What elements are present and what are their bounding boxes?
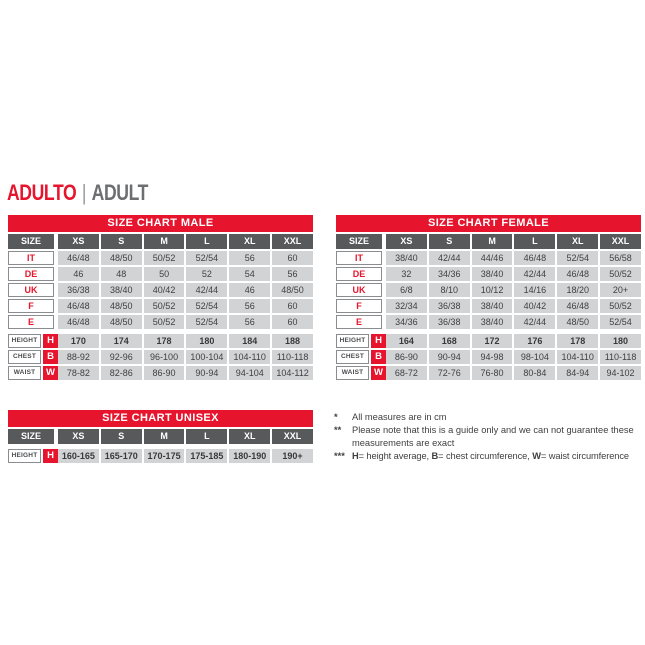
footnote-marker: *** <box>334 451 345 461</box>
measure-cell: 96-100 <box>144 350 185 364</box>
measure-cell: 92-96 <box>101 350 142 364</box>
row-label: DE <box>336 267 382 281</box>
size-cell: 40/42 <box>144 283 185 297</box>
measure-cell: 72-76 <box>429 366 470 380</box>
size-cell: 46/48 <box>58 251 99 265</box>
measure-label: HEIGHT <box>8 334 41 348</box>
table-row <box>8 251 313 265</box>
measure-cell: 94-98 <box>472 350 513 364</box>
size-cell: 52/54 <box>600 315 641 329</box>
measure-row-chest <box>336 350 641 364</box>
column-header: S <box>101 429 142 444</box>
size-cell: 56/58 <box>600 251 641 265</box>
footnote-marker: ** <box>334 425 342 435</box>
size-cell: 56 <box>229 251 270 265</box>
size-cell: 48/50 <box>557 315 598 329</box>
footnotes <box>334 411 643 463</box>
size-cell: 54 <box>229 267 270 281</box>
size-cell: 48/50 <box>101 251 142 265</box>
measure-cell: 104-110 <box>229 350 270 364</box>
column-header-row <box>336 234 641 249</box>
column-header: XL <box>229 429 270 444</box>
column-header: L <box>186 429 227 444</box>
measure-cell: 86-90 <box>144 366 185 380</box>
measure-cell: 180-190 <box>229 449 270 463</box>
measure-cell: 78-82 <box>58 366 99 380</box>
measure-cell: 94-104 <box>229 366 270 380</box>
size-cell: 52/54 <box>186 251 227 265</box>
footnote <box>334 411 643 424</box>
page-title-secondary: ADULT <box>91 180 149 205</box>
column-header: XS <box>58 234 99 249</box>
size-cell: 46/48 <box>58 315 99 329</box>
row-label: F <box>8 299 54 313</box>
footnote <box>334 450 643 463</box>
measure-letter-badge: B <box>43 350 58 364</box>
size-cell: 50 <box>144 267 185 281</box>
column-header: XXL <box>600 234 641 249</box>
table-title-bar: SIZE CHART MALE <box>8 215 313 232</box>
size-column-header: SIZE <box>336 234 382 249</box>
size-cell: 52/54 <box>557 251 598 265</box>
size-cell: 50/52 <box>144 299 185 313</box>
size-cell: 40/42 <box>514 299 555 313</box>
measure-cell: 172 <box>472 334 513 348</box>
row-label: F <box>336 299 382 313</box>
measure-cell: 68-72 <box>386 366 427 380</box>
size-cell: 42/44 <box>514 315 555 329</box>
column-header: XS <box>58 429 99 444</box>
measure-row-chest <box>8 350 313 364</box>
size-cell: 42/44 <box>186 283 227 297</box>
row-label: IT <box>336 251 382 265</box>
measure-cell: 80-84 <box>514 366 555 380</box>
measure-row-waist <box>336 366 641 380</box>
measure-letter-badge: W <box>371 366 386 380</box>
measure-row-height <box>8 334 313 348</box>
size-cell: 46/48 <box>557 267 598 281</box>
table-row <box>336 299 641 313</box>
measure-letter-badge: W <box>43 366 58 380</box>
size-cell: 32 <box>386 267 427 281</box>
table-row <box>8 283 313 297</box>
size-cell: 56 <box>272 267 313 281</box>
size-cell: 38/40 <box>472 267 513 281</box>
measure-label: CHEST <box>336 350 369 364</box>
measure-cell: 98-104 <box>514 350 555 364</box>
size-column-header: SIZE <box>8 429 54 444</box>
measure-cell: 190+ <box>272 449 313 463</box>
table-row <box>336 315 641 329</box>
measure-letter-badge: B <box>371 350 386 364</box>
column-header: XXL <box>272 234 313 249</box>
size-cell: 34/36 <box>429 267 470 281</box>
footnote <box>334 424 643 450</box>
column-header: XL <box>229 234 270 249</box>
measure-cell: 180 <box>186 334 227 348</box>
measure-cell: 174 <box>101 334 142 348</box>
size-cell: 10/12 <box>472 283 513 297</box>
measure-cell: 160-165 <box>58 449 99 463</box>
measure-cell: 164 <box>386 334 427 348</box>
size-cell: 46 <box>229 283 270 297</box>
table-title-bar: SIZE CHART FEMALE <box>336 215 641 232</box>
size-cell: 18/20 <box>557 283 598 297</box>
size-cell: 60 <box>272 315 313 329</box>
size-cell: 50/52 <box>600 299 641 313</box>
measure-label: WAIST <box>8 366 41 380</box>
size-cell: 42/44 <box>429 251 470 265</box>
size-cell: 48/50 <box>101 315 142 329</box>
size-cell: 46 <box>58 267 99 281</box>
footnote-text: Please note that this is a guide only and we can not guarantee these measurements are exact <box>352 425 634 448</box>
measure-letter-badge: H <box>43 449 58 463</box>
size-cell: 20+ <box>600 283 641 297</box>
column-header: S <box>101 234 142 249</box>
size-cell: 50/52 <box>144 315 185 329</box>
column-header: XS <box>386 234 427 249</box>
measure-cell: 88-92 <box>58 350 99 364</box>
row-label: UK <box>8 283 54 297</box>
size-cell: 44/46 <box>472 251 513 265</box>
row-label: E <box>8 315 54 329</box>
size-cell: 50/52 <box>600 267 641 281</box>
column-header: M <box>144 429 185 444</box>
size-cell: 48/50 <box>272 283 313 297</box>
row-label: IT <box>8 251 54 265</box>
size-cell: 36/38 <box>429 315 470 329</box>
measure-row-waist <box>8 366 313 380</box>
row-label: UK <box>336 283 382 297</box>
measure-cell: 110-118 <box>272 350 313 364</box>
measure-cell: 180 <box>600 334 641 348</box>
size-cell: 50/52 <box>144 251 185 265</box>
measure-row-height <box>8 449 313 463</box>
measure-cell: 100-104 <box>186 350 227 364</box>
size-cell: 38/40 <box>101 283 142 297</box>
measure-cell: 90-94 <box>186 366 227 380</box>
size-cell: 46/48 <box>514 251 555 265</box>
measure-row-height <box>336 334 641 348</box>
measure-label: CHEST <box>8 350 41 364</box>
column-header: L <box>514 234 555 249</box>
measure-cell: 90-94 <box>429 350 470 364</box>
size-chart-female-table <box>336 215 641 380</box>
measure-cell: 178 <box>144 334 185 348</box>
measure-cell: 184 <box>229 334 270 348</box>
size-cell: 38/40 <box>386 251 427 265</box>
table-row <box>336 283 641 297</box>
measure-cell: 76-80 <box>472 366 513 380</box>
size-column-header: SIZE <box>8 234 54 249</box>
page-title <box>7 180 148 206</box>
measure-cell: 86-90 <box>386 350 427 364</box>
size-cell: 36/38 <box>429 299 470 313</box>
column-header-row <box>8 429 313 444</box>
column-header: M <box>144 234 185 249</box>
measure-label: HEIGHT <box>336 334 369 348</box>
measure-cell: 170 <box>58 334 99 348</box>
table-row <box>336 267 641 281</box>
column-header: L <box>186 234 227 249</box>
column-header-row <box>8 234 313 249</box>
footnote-marker: * <box>334 412 338 422</box>
size-cell: 6/8 <box>386 283 427 297</box>
size-cell: 32/34 <box>386 299 427 313</box>
column-header: M <box>472 234 513 249</box>
page-title-primary: ADULTO <box>7 180 77 205</box>
column-header: XXL <box>272 429 313 444</box>
measure-cell: 170-175 <box>144 449 185 463</box>
measure-cell: 188 <box>272 334 313 348</box>
footnote-text: All measures are in cm <box>352 412 447 422</box>
size-cell: 8/10 <box>429 283 470 297</box>
measure-cell: 178 <box>557 334 598 348</box>
measure-letter-badge: H <box>43 334 58 348</box>
table-row <box>8 267 313 281</box>
size-cell: 60 <box>272 251 313 265</box>
size-cell: 46/48 <box>557 299 598 313</box>
size-cell: 14/16 <box>514 283 555 297</box>
table-row <box>8 299 313 313</box>
size-chart-unisex-table <box>8 410 313 463</box>
column-header: S <box>429 234 470 249</box>
table-row <box>336 251 641 265</box>
measure-letter-badge: H <box>371 334 386 348</box>
size-cell: 60 <box>272 299 313 313</box>
measure-cell: 84-94 <box>557 366 598 380</box>
measure-cell: 175-185 <box>186 449 227 463</box>
measure-cell: 104-112 <box>272 366 313 380</box>
size-cell: 46/48 <box>58 299 99 313</box>
size-chart-male-table <box>8 215 313 380</box>
measure-cell: 110-118 <box>600 350 641 364</box>
size-cell: 48/50 <box>101 299 142 313</box>
measure-cell: 94-102 <box>600 366 641 380</box>
measure-cell: 104-110 <box>557 350 598 364</box>
size-cell: 42/44 <box>514 267 555 281</box>
size-cell: 56 <box>229 299 270 313</box>
size-cell: 52/54 <box>186 299 227 313</box>
measure-cell: 165-170 <box>101 449 142 463</box>
row-label: DE <box>8 267 54 281</box>
size-cell: 52 <box>186 267 227 281</box>
measure-cell: 176 <box>514 334 555 348</box>
footnote-text: H= height average, B= chest circumference, W= waist circumference <box>352 451 629 461</box>
size-cell: 38/40 <box>472 299 513 313</box>
measure-label: WAIST <box>336 366 369 380</box>
measure-cell: 82-86 <box>101 366 142 380</box>
table-row <box>8 315 313 329</box>
table-title-bar: SIZE CHART UNISEX <box>8 410 313 427</box>
measure-cell: 168 <box>429 334 470 348</box>
size-cell: 56 <box>229 315 270 329</box>
size-cell: 38/40 <box>472 315 513 329</box>
size-cell: 52/54 <box>186 315 227 329</box>
page-title-separator: | <box>81 180 87 205</box>
measure-label: HEIGHT <box>8 449 41 463</box>
size-cell: 36/38 <box>58 283 99 297</box>
row-label: E <box>336 315 382 329</box>
size-cell: 48 <box>101 267 142 281</box>
size-cell: 34/36 <box>386 315 427 329</box>
column-header: XL <box>557 234 598 249</box>
